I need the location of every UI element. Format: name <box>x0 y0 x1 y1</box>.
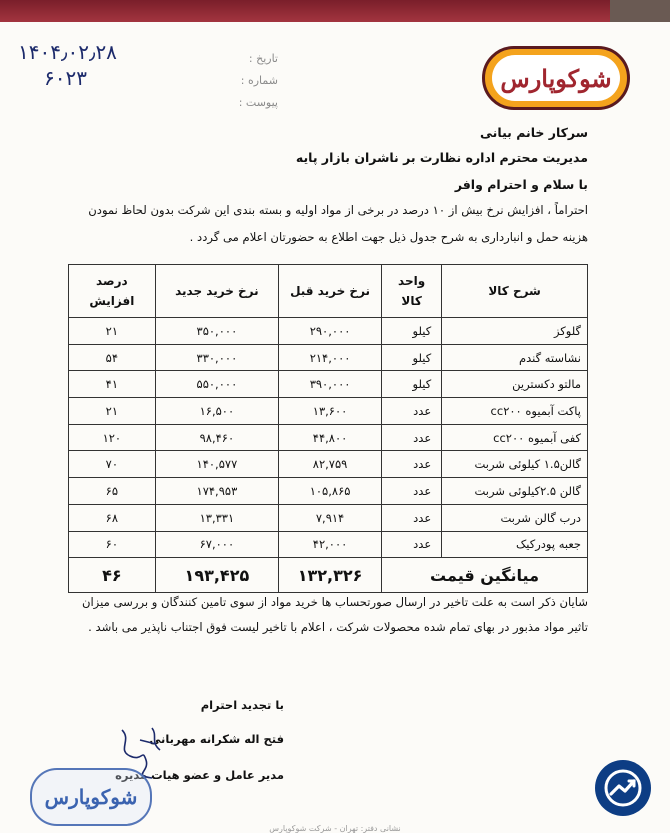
table-row <box>69 504 588 531</box>
cell-old-price: ۴۲,۰۰۰ <box>279 531 382 558</box>
cell-description: نشاسته گندم <box>442 344 588 371</box>
attachment-row <box>118 92 278 114</box>
cell-new-price: ۶۷,۰۰۰ <box>155 531 278 558</box>
logo-text: شوکوپارس <box>492 55 620 101</box>
cell-unit: عدد <box>382 398 442 425</box>
cell-old-price: ۷,۹۱۴ <box>279 504 382 531</box>
cell-pct: ۶۵ <box>69 478 156 505</box>
header-old-price: نرخ خرید قبل <box>279 265 382 318</box>
cell-unit: کیلو <box>382 344 442 371</box>
company-stamp <box>30 768 152 826</box>
header-description: شرح کالا <box>442 265 588 318</box>
number-row <box>118 70 278 92</box>
cell-pct: ۶۰ <box>69 531 156 558</box>
header-pct-line2: افزایش <box>89 294 135 308</box>
table-row <box>69 451 588 478</box>
table-row <box>69 478 588 505</box>
cell-description: کفی آبمیوه cc۲۰۰ <box>442 424 588 451</box>
cell-new-price: ۱۶,۵۰۰ <box>155 398 278 425</box>
table-row <box>69 531 588 558</box>
recipient-title: مدیریت محترم اداره نظارت بر ناشران بازار پایه <box>295 150 588 165</box>
header-unit-line2: کالا <box>401 294 422 308</box>
signature-title: مدیر عامل و عضو هیات مدیره <box>115 768 284 782</box>
cell-description: پاکت آبمیوه cc۲۰۰ <box>442 398 588 425</box>
cell-description: جعبه پودرکیک <box>442 531 588 558</box>
cell-unit: عدد <box>382 504 442 531</box>
body-line-1: احتراماً ، افزایش نرخ بیش از ۱۰ درصد در برخی از مواد اولیه و بسته بندی این شرکت بدون لحاظ نمودن <box>88 203 588 217</box>
cell-description: درب گالن شربت <box>442 504 588 531</box>
cell-unit: عدد <box>382 424 442 451</box>
handwritten-number: ۶۰۲۳ <box>44 66 87 90</box>
cell-old-price: ۴۴,۸۰۰ <box>279 424 382 451</box>
letterhead-corner <box>610 0 670 22</box>
average-row <box>69 558 588 593</box>
recipient-name: سرکار خانم بیانی <box>480 125 588 140</box>
cell-old-price: ۱۳,۶۰۰ <box>279 398 382 425</box>
letter-meta <box>118 48 278 114</box>
date-label: تاریخ : <box>248 52 278 65</box>
signature-regards: با تجدید احترام <box>200 698 284 712</box>
table-row <box>69 424 588 451</box>
cell-new-price: ۳۵۰,۰۰۰ <box>155 318 278 345</box>
header-new-price: نرخ خرید جدید <box>155 265 278 318</box>
cell-pct: ۱۲۰ <box>69 424 156 451</box>
chart-trend-icon <box>595 760 651 816</box>
cell-description: گالن۱.۵ کیلوئی شربت <box>442 451 588 478</box>
date-row <box>118 48 278 70</box>
header-pct <box>69 265 156 318</box>
cell-old-price: ۲۱۴,۰۰۰ <box>279 344 382 371</box>
closing-line-1: شایان ذکر است به علت تاخیر در ارسال صورتحساب ها خرید مواد از سوی تامین کنندگان و بررسی میزان <box>81 595 588 609</box>
greeting: با سلام و احترام وافر <box>454 177 588 192</box>
cell-old-price: ۲۹۰,۰۰۰ <box>279 318 382 345</box>
cell-pct: ۵۴ <box>69 344 156 371</box>
cell-pct: ۲۱ <box>69 318 156 345</box>
company-logo <box>482 46 630 110</box>
cell-new-price: ۵۵۰,۰۰۰ <box>155 371 278 398</box>
cell-pct: ۷۰ <box>69 451 156 478</box>
table-row <box>69 344 588 371</box>
stamp-text: شوکوپارس <box>44 785 138 809</box>
cell-description: مالتو دکسترین <box>442 371 588 398</box>
table-row <box>69 371 588 398</box>
cell-old-price: ۳۹۰,۰۰۰ <box>279 371 382 398</box>
cell-unit: کیلو <box>382 371 442 398</box>
cell-unit: عدد <box>382 531 442 558</box>
cell-pct: ۶۸ <box>69 504 156 531</box>
cell-unit: عدد <box>382 451 442 478</box>
average-old-price: ۱۳۲,۳۲۶ <box>279 558 382 593</box>
cell-old-price: ۸۲,۷۵۹ <box>279 451 382 478</box>
cell-new-price: ۹۸,۴۶۰ <box>155 424 278 451</box>
letterhead-footer: نشانی دفتر: تهران - شرکت شوکوپارس <box>269 824 401 833</box>
cell-new-price: ۳۳۰,۰۰۰ <box>155 344 278 371</box>
cell-description: گالن ۲.۵کیلوئی شربت <box>442 478 588 505</box>
cell-old-price: ۱۰۵,۸۶۵ <box>279 478 382 505</box>
header-pct-line1: درصد <box>96 274 128 288</box>
cell-new-price: ۱۴۰,۵۷۷ <box>155 451 278 478</box>
trend-arrow-icon <box>603 768 643 808</box>
table-header-row <box>69 265 588 318</box>
handwritten-date: ۱۴۰۴٫۰۲٫۲۸ <box>18 40 117 64</box>
closing-line-2: تاثیر مواد مذبور در بهای تمام شده محصولات شرکت ، اعلام با تاخیر لیست فوق اجتناب ناپذیر می باشد . <box>88 620 588 634</box>
table-row <box>69 398 588 425</box>
number-label: شماره : <box>240 74 278 87</box>
cell-description: گلوکز <box>442 318 588 345</box>
cell-pct: ۲۱ <box>69 398 156 425</box>
header-unit-line1: واحد <box>398 274 426 288</box>
table-row <box>69 318 588 345</box>
cell-unit: عدد <box>382 478 442 505</box>
letterhead-top-bar <box>0 0 670 22</box>
signature-name: فتح اله شکرانه مهربانی <box>149 732 284 746</box>
header-unit <box>382 265 442 318</box>
price-table <box>68 264 588 593</box>
attachment-label: پیوست : <box>238 96 278 109</box>
cell-new-price: ۱۷۴,۹۵۳ <box>155 478 278 505</box>
cell-new-price: ۱۳,۳۳۱ <box>155 504 278 531</box>
body-line-2: هزینه حمل و انبارداری به شرح جدول ذیل جهت اطلاع به حضورتان اعلام می گردد . <box>189 230 588 244</box>
cell-pct: ۴۱ <box>69 371 156 398</box>
average-new-price: ۱۹۳,۴۲۵ <box>155 558 278 593</box>
average-label: میانگین قیمت <box>382 558 588 593</box>
cell-unit: کیلو <box>382 318 442 345</box>
average-pct: ۴۶ <box>69 558 156 593</box>
